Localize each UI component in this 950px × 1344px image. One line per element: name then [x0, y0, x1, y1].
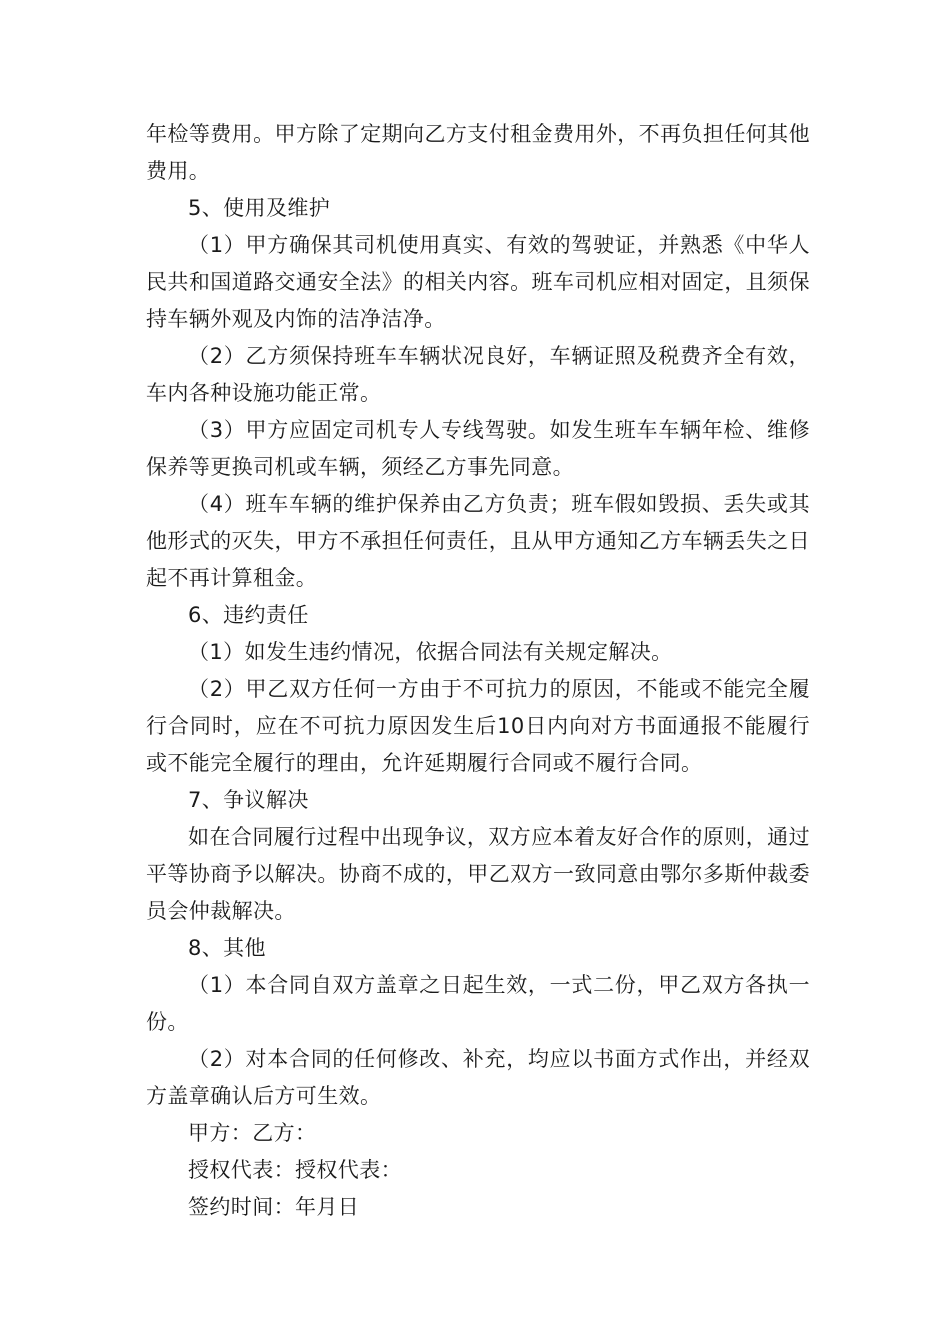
- body-paragraph: 年检等费用。甲方除了定期向乙方支付租金费用外，不再负担任何其他费用。: [146, 122, 810, 183]
- signature-date: 签约时间：年月日: [188, 1195, 360, 1219]
- clause-5-1: （1）甲方确保其司机使用真实、有效的驾驶证，并熟悉《中华人民共和国道路交通安全法》的相关内容。班车司机应相对固定，且须保持车辆外观及内饰的洁净洁净。: [146, 233, 810, 331]
- clause-6-2: （2）甲乙双方任何一方由于不可抗力的原因，不能或不能完全履行合同时，应在不可抗力原因发生后10日内向对方书面通报不能履行或不能完全履行的理由，允许延期履行合同或不履行合同。: [146, 677, 810, 775]
- signature-representatives: 授权代表：授权代表：: [188, 1158, 402, 1182]
- clause-8-2: （2）对本合同的任何修改、补充，均应以书面方式作出，并经双方盖章确认后方可生效。: [146, 1047, 810, 1108]
- section-heading-6: 6、违约责任: [188, 603, 309, 627]
- document-body: [146, 116, 810, 1226]
- clause-5-2: （2）乙方须保持班车车辆状况良好，车辆证照及税费齐全有效，车内各种设施功能正常。: [146, 344, 810, 405]
- clause-7: 如在合同履行过程中出现争议，双方应本着友好合作的原则，通过平等协商予以解决。协商不成的，甲乙双方一致同意由鄂尔多斯仲裁委员会仲裁解决。: [146, 825, 810, 923]
- section-heading-8: 8、其他: [188, 936, 266, 960]
- clause-5-4: （4）班车车辆的维护保养由乙方负责；班车假如毁损、丢失或其他形式的灭失，甲方不承担任何责任，且从甲方通知乙方车辆丢失之日起不再计算租金。: [146, 492, 810, 590]
- section-heading-7: 7、争议解决: [188, 788, 309, 812]
- clause-5-3: （3）甲方应固定司机专人专线驾驶。如发生班车车辆年检、维修保养等更换司机或车辆，须经乙方事先同意。: [146, 418, 810, 479]
- clause-8-1: （1）本合同自双方盖章之日起生效，一式二份，甲乙双方各执一份。: [146, 973, 810, 1034]
- clause-6-1: （1）如发生违约情况，依据合同法有关规定解决。: [188, 640, 673, 664]
- signature-parties: 甲方：乙方：: [188, 1121, 317, 1145]
- section-heading-5: 5、使用及维护: [188, 196, 331, 220]
